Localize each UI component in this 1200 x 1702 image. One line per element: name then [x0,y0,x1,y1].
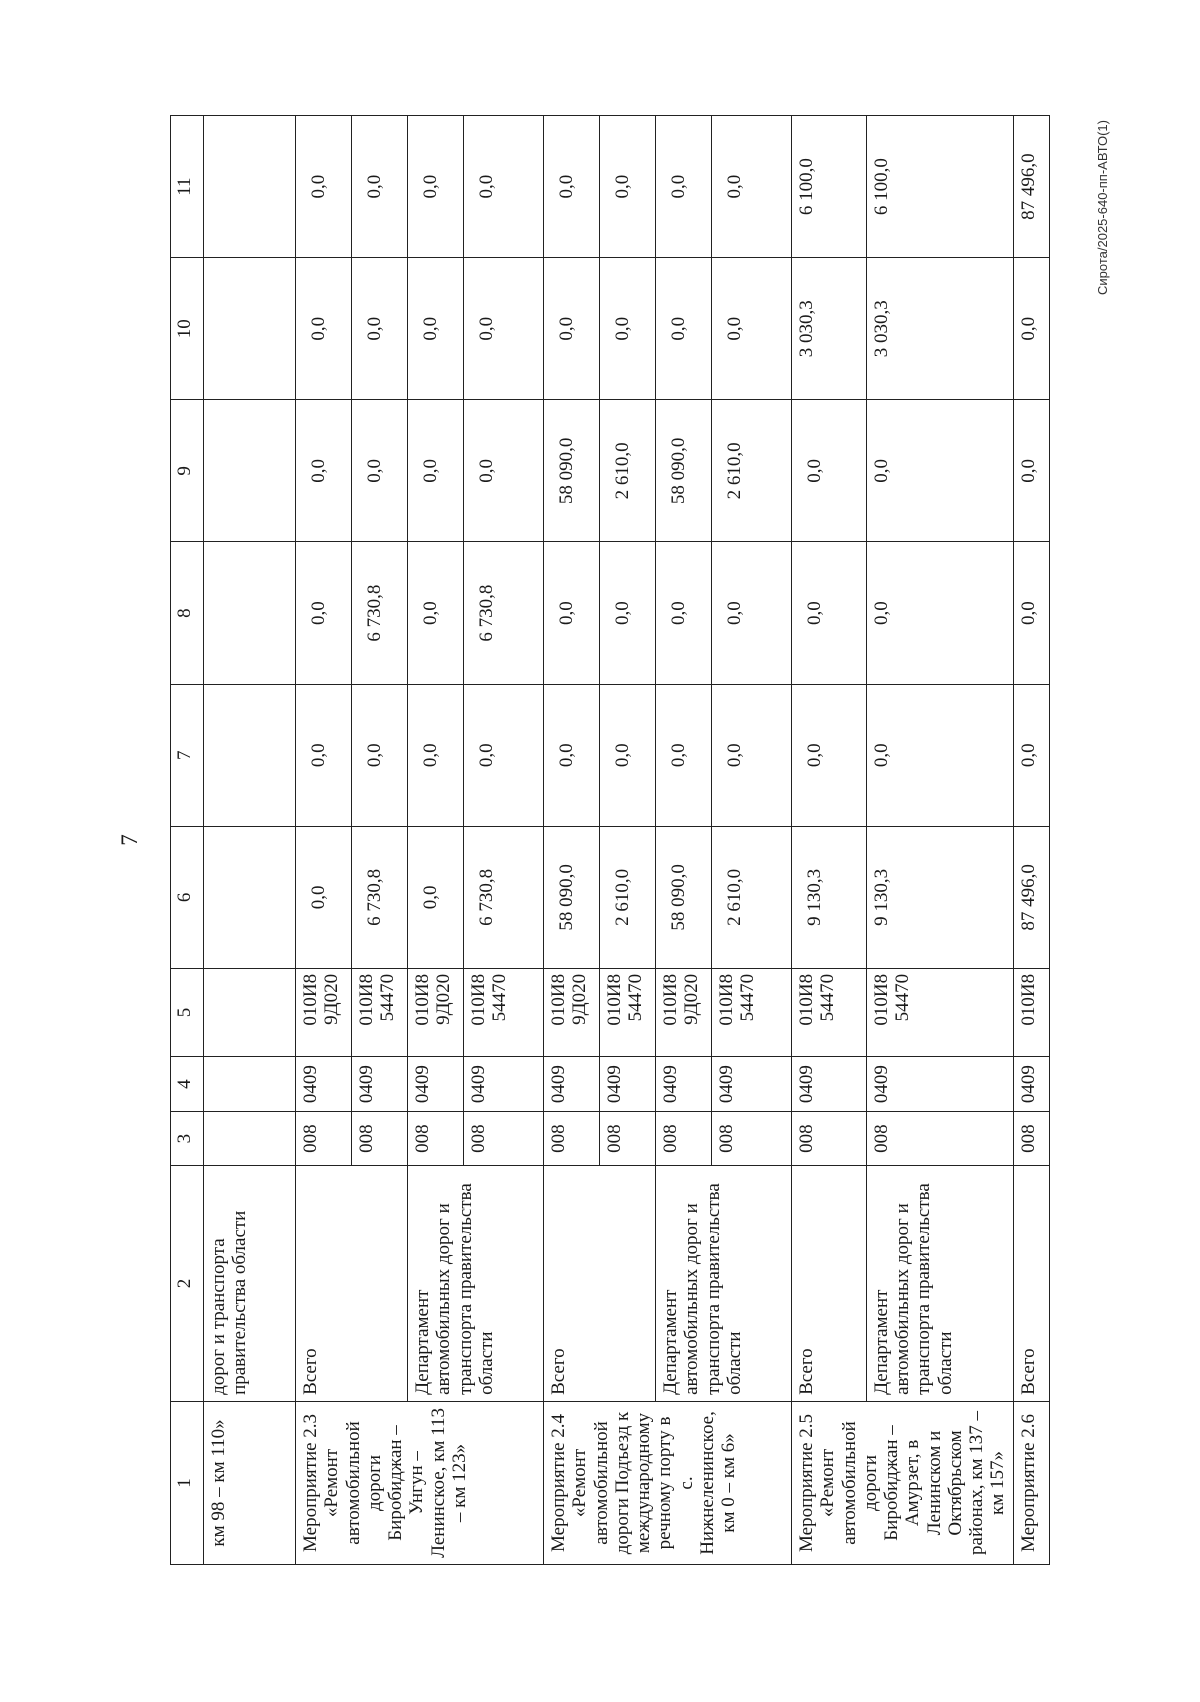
value-cell: 0,0 [544,116,600,258]
admin-code: 008 [1013,1112,1049,1166]
table-row [408,116,464,1565]
value-cell: 0,0 [600,542,656,684]
value-cell: 0,0 [544,684,600,826]
value-cell: 0,0 [464,400,544,542]
target-code: 010И8 9Д020 [408,968,464,1056]
document-code: Сирота/2025-640-пп-АВТО(1) [1095,120,1110,295]
value-cell: 0,0 [1013,400,1049,542]
value-cell: 0,0 [408,116,464,258]
value-cell: 0,0 [296,826,352,968]
col-header: 2 [171,1166,204,1402]
value-cell: 6 730,8 [352,542,408,684]
target-code: 010И8 54470 [792,968,867,1056]
value-cell: 87 496,0 [1013,826,1049,968]
admin-code: 008 [792,1112,867,1166]
col-header: 9 [171,400,204,542]
value-cell: 6 730,8 [464,826,544,968]
measure-cell: км 98 – км 110» [204,1401,296,1564]
col-header: 10 [171,258,204,400]
admin-code: 008 [296,1112,352,1166]
value-cell: 0,0 [656,684,712,826]
table-row [656,116,712,1565]
value-cell: 2 610,0 [600,400,656,542]
value-cell: 0,0 [352,400,408,542]
target-code: 010И8 9Д020 [296,968,352,1056]
value-cell: 0,0 [712,684,792,826]
value-cell: 0,0 [352,684,408,826]
rotated-page-content [117,115,1110,1565]
value-cell: 0,0 [352,116,408,258]
value-cell: 0,0 [866,400,1013,542]
value-cell: 0,0 [408,684,464,826]
value-cell: 0,0 [600,684,656,826]
value-cell: 3 030,3 [866,258,1013,400]
value-cell: 0,0 [464,258,544,400]
value-cell: 0,0 [408,258,464,400]
target-code: 010И8 54470 [712,968,792,1056]
value-cell: 0,0 [1013,542,1049,684]
col-header: 5 [171,968,204,1056]
value-cell: 0,0 [296,542,352,684]
admin-code: 008 [600,1112,656,1166]
admin-code: 008 [866,1112,1013,1166]
value-cell: 0,0 [792,684,867,826]
executor-cell: дорог и транспорта правительства области [204,1166,296,1402]
admin-code: 008 [352,1112,408,1166]
header-row [171,116,204,1565]
value-cell: 0,0 [1013,684,1049,826]
value-cell: 58 090,0 [544,400,600,542]
admin-code: 008 [712,1112,792,1166]
measure-cell: Мероприятие 2.4 «Ремонт автомобильной дороги Подъезд к международному речному порту в с. Нижнеленинское, км 0 – км 6» [544,1401,792,1564]
value-cell: 0,0 [544,258,600,400]
measure-cell: Мероприятие 2.3 «Ремонт автомобильной дороги Биробиджан – Унгун – Ленинское, км 113 – км 123» [296,1401,544,1564]
value-cell: 58 090,0 [544,826,600,968]
budget-table [170,115,1050,1565]
value-cell: 0,0 [544,542,600,684]
admin-code: 008 [656,1112,712,1166]
target-code: 010И8 9Д020 [544,968,600,1056]
value-cell: 0,0 [792,400,867,542]
executor-cell: Департамент автомобильных дорог и транспорта правительства области [866,1166,1013,1402]
table-row [792,116,867,1565]
target-code: 010И8 54470 [866,968,1013,1056]
section-code: 0409 [296,1057,352,1112]
executor-cell: Всего [544,1166,656,1402]
col-header: 11 [171,116,204,258]
section-code: 0409 [600,1057,656,1112]
value-cell: 0,0 [600,116,656,258]
value-cell: 0,0 [792,542,867,684]
value-cell: 0,0 [866,684,1013,826]
measure-cell: Мероприятие 2.6 [1013,1401,1049,1564]
col-header: 4 [171,1057,204,1112]
value-cell: 0,0 [712,116,792,258]
value-cell: 0,0 [352,258,408,400]
value-cell: 58 090,0 [656,400,712,542]
value-cell: 0,0 [712,542,792,684]
section-code: 0409 [656,1057,712,1112]
value-cell: 2 610,0 [712,826,792,968]
value-cell: 6 730,8 [352,826,408,968]
target-code: 010И8 9Д020 [656,968,712,1056]
table-row [204,116,296,1565]
executor-cell: Всего [1013,1166,1049,1402]
section-code: 0409 [352,1057,408,1112]
value-cell: 3 030,3 [792,258,867,400]
executor-cell: Всего [296,1166,408,1402]
executor-cell: Департамент автомобильных дорог и транспорта правительства области [656,1166,792,1402]
section-code: 0409 [792,1057,867,1112]
value-cell: 9 130,3 [866,826,1013,968]
value-cell: 6 730,8 [464,542,544,684]
table-row [866,116,1013,1565]
section-code: 0409 [866,1057,1013,1112]
value-cell: 0,0 [656,542,712,684]
value-cell: 0,0 [408,400,464,542]
admin-code: 008 [408,1112,464,1166]
col-header: 3 [171,1112,204,1166]
section-code: 0409 [1013,1057,1049,1112]
col-header: 6 [171,826,204,968]
value-cell: 0,0 [1013,258,1049,400]
value-cell: 0,0 [656,116,712,258]
value-cell: 0,0 [296,400,352,542]
admin-code: 008 [544,1112,600,1166]
executor-cell: Всего [792,1166,867,1402]
value-cell: 58 090,0 [656,826,712,968]
value-cell: 0,0 [866,542,1013,684]
value-cell: 0,0 [296,116,352,258]
value-cell: 0,0 [464,116,544,258]
value-cell: 0,0 [296,684,352,826]
value-cell: 0,0 [464,684,544,826]
target-code: 010И8 [1013,968,1049,1056]
value-cell: 0,0 [408,826,464,968]
value-cell: 0,0 [712,258,792,400]
target-code: 010И8 54470 [352,968,408,1056]
page-number: 7 [117,834,142,846]
value-cell: 87 496,0 [1013,116,1049,258]
value-cell: 2 610,0 [712,400,792,542]
col-header: 8 [171,542,204,684]
value-cell: 9 130,3 [792,826,867,968]
section-code: 0409 [712,1057,792,1112]
table-row [296,116,352,1565]
col-header: 1 [171,1401,204,1564]
value-cell: 6 100,0 [792,116,867,258]
section-code: 0409 [544,1057,600,1112]
col-header: 7 [171,684,204,826]
admin-code: 008 [464,1112,544,1166]
target-code: 010И8 54470 [464,968,544,1056]
executor-cell: Департамент автомобильных дорог и транспорта правительства области [408,1166,544,1402]
section-code: 0409 [408,1057,464,1112]
section-code: 0409 [464,1057,544,1112]
measure-cell: Мероприятие 2.5 «Ремонт автомобильной дороги Биробиджан – Амурзет, в Ленинском и Октябрьском районах, км 137 – км 157» [792,1401,1014,1564]
table-row [544,116,600,1565]
value-cell: 2 610,0 [600,826,656,968]
value-cell: 0,0 [296,258,352,400]
table-row [1013,116,1049,1565]
value-cell: 0,0 [600,258,656,400]
target-code: 010И8 54470 [600,968,656,1056]
value-cell: 0,0 [656,258,712,400]
value-cell: 6 100,0 [866,116,1013,258]
value-cell: 0,0 [408,542,464,684]
